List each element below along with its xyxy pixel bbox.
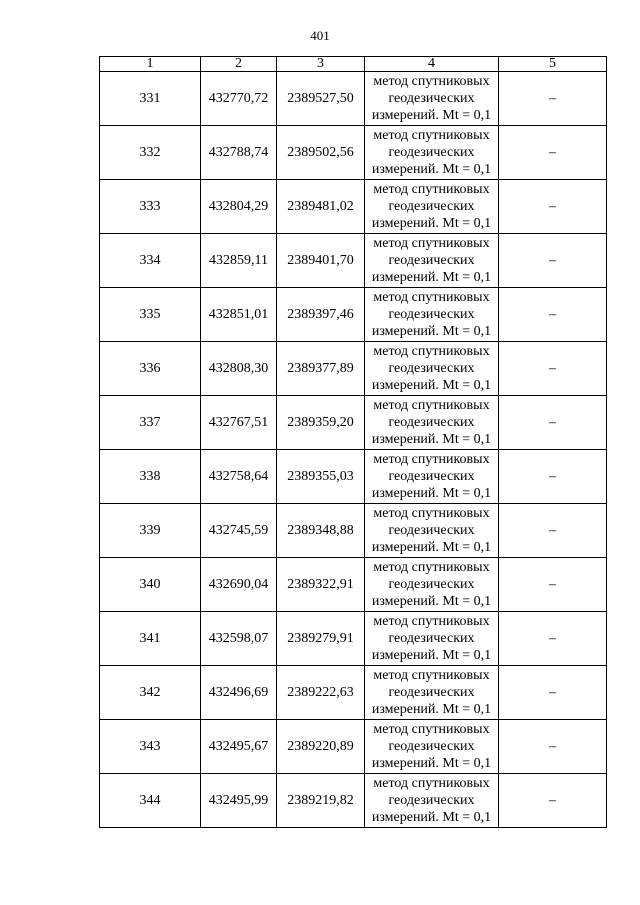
method-text-line: метод спутниковых (373, 452, 490, 467)
point-number-cell: 344 (100, 774, 201, 828)
method-text-line: метод спутниковых (373, 236, 490, 251)
y-coordinate-cell: 2389322,91 (277, 558, 365, 612)
column-header-3: 3 (277, 57, 365, 72)
method-cell (365, 180, 499, 234)
table-header-row (100, 57, 607, 72)
method-text-line: метод спутниковых (373, 344, 490, 359)
page-number: 401 (310, 28, 330, 43)
method-text-line: измерений. Mt = 0,1 (371, 648, 492, 663)
x-coordinate-cell: 432495,67 (201, 720, 277, 774)
table-row (100, 666, 607, 720)
method-text-line: геодезических (388, 685, 475, 700)
table-row (100, 774, 607, 828)
y-coordinate-cell: 2389279,91 (277, 612, 365, 666)
method-text-line: метод спутниковых (373, 668, 490, 683)
table-row (100, 72, 607, 126)
method-text-line: геодезических (388, 469, 475, 484)
point-number-cell: 332 (100, 126, 201, 180)
method-cell (365, 342, 499, 396)
point-number-cell: 334 (100, 234, 201, 288)
y-coordinate-cell: 2389481,02 (277, 180, 365, 234)
table-row (100, 720, 607, 774)
method-cell (365, 666, 499, 720)
method-text-line: метод спутниковых (373, 182, 490, 197)
y-coordinate-cell: 2389222,63 (277, 666, 365, 720)
table-row (100, 126, 607, 180)
point-number-cell: 335 (100, 288, 201, 342)
y-coordinate-cell: 2389355,03 (277, 450, 365, 504)
x-coordinate-cell: 432767,51 (201, 396, 277, 450)
method-cell (365, 774, 499, 828)
table-row (100, 558, 607, 612)
method-text-line: измерений. Mt = 0,1 (371, 756, 492, 771)
point-number-cell: 343 (100, 720, 201, 774)
method-cell (365, 396, 499, 450)
table-row (100, 504, 607, 558)
method-cell (365, 234, 499, 288)
note-cell: – (499, 126, 607, 180)
y-coordinate-cell: 2389397,46 (277, 288, 365, 342)
table-row (100, 288, 607, 342)
point-number-cell: 336 (100, 342, 201, 396)
y-coordinate-cell: 2389348,88 (277, 504, 365, 558)
method-cell (365, 450, 499, 504)
y-coordinate-cell: 2389502,56 (277, 126, 365, 180)
method-text-line: геодезических (388, 145, 475, 160)
note-cell: – (499, 666, 607, 720)
method-text-line: измерений. Mt = 0,1 (371, 486, 492, 501)
note-cell: – (499, 234, 607, 288)
point-number-cell: 340 (100, 558, 201, 612)
method-text-line: геодезических (388, 199, 475, 214)
method-cell (365, 612, 499, 666)
method-text-line: геодезических (388, 307, 475, 322)
note-cell: – (499, 72, 607, 126)
table-body (100, 72, 607, 828)
method-text-line: измерений. Mt = 0,1 (371, 702, 492, 717)
note-cell: – (499, 774, 607, 828)
method-text-line: геодезических (388, 253, 475, 268)
x-coordinate-cell: 432496,69 (201, 666, 277, 720)
point-number-cell: 331 (100, 72, 201, 126)
method-text-line: геодезических (388, 739, 475, 754)
method-text-line: геодезических (388, 415, 475, 430)
point-number-cell: 337 (100, 396, 201, 450)
method-cell (365, 126, 499, 180)
method-text-line: метод спутниковых (373, 128, 490, 143)
y-coordinate-cell: 2389220,89 (277, 720, 365, 774)
x-coordinate-cell: 432770,72 (201, 72, 277, 126)
note-cell: – (499, 504, 607, 558)
y-coordinate-cell: 2389219,82 (277, 774, 365, 828)
x-coordinate-cell: 432598,07 (201, 612, 277, 666)
x-coordinate-cell: 432859,11 (201, 234, 277, 288)
table-row (100, 612, 607, 666)
method-text-line: метод спутниковых (373, 722, 490, 737)
method-text-line: измерений. Mt = 0,1 (371, 540, 492, 555)
note-cell: – (499, 288, 607, 342)
method-text-line: метод спутниковых (373, 560, 490, 575)
column-header-2: 2 (201, 57, 277, 72)
column-header-1: 1 (100, 57, 201, 72)
method-text-line: метод спутниковых (373, 776, 490, 791)
table-row (100, 342, 607, 396)
method-text-line: метод спутниковых (373, 506, 490, 521)
method-text-line: геодезических (388, 577, 475, 592)
table-row (100, 450, 607, 504)
x-coordinate-cell: 432851,01 (201, 288, 277, 342)
method-text-line: измерений. Mt = 0,1 (371, 108, 492, 123)
method-text-line: геодезических (388, 361, 475, 376)
method-text-line: измерений. Mt = 0,1 (371, 216, 492, 231)
x-coordinate-cell: 432745,59 (201, 504, 277, 558)
method-text-line: измерений. Mt = 0,1 (371, 378, 492, 393)
method-text-line: измерений. Mt = 0,1 (371, 432, 492, 447)
method-text-line: геодезических (388, 523, 475, 538)
note-cell: – (499, 342, 607, 396)
x-coordinate-cell: 432690,04 (201, 558, 277, 612)
table-row (100, 234, 607, 288)
point-number-cell: 342 (100, 666, 201, 720)
y-coordinate-cell: 2389527,50 (277, 72, 365, 126)
method-text-line: метод спутниковых (373, 74, 490, 89)
note-cell: – (499, 612, 607, 666)
note-cell: – (499, 558, 607, 612)
method-text-line: измерений. Mt = 0,1 (371, 810, 492, 825)
method-text-line: метод спутниковых (373, 614, 490, 629)
x-coordinate-cell: 432788,74 (201, 126, 277, 180)
table-row (100, 396, 607, 450)
method-text-line: измерений. Mt = 0,1 (371, 594, 492, 609)
x-coordinate-cell: 432758,64 (201, 450, 277, 504)
method-text-line: метод спутниковых (373, 290, 490, 305)
point-number-cell: 338 (100, 450, 201, 504)
y-coordinate-cell: 2389377,89 (277, 342, 365, 396)
table-row (100, 180, 607, 234)
method-cell (365, 558, 499, 612)
method-text-line: измерений. Mt = 0,1 (371, 324, 492, 339)
method-text-line: измерений. Mt = 0,1 (371, 162, 492, 177)
method-text-line: геодезических (388, 91, 475, 106)
column-header-4: 4 (365, 57, 499, 72)
method-cell (365, 720, 499, 774)
x-coordinate-cell: 432808,30 (201, 342, 277, 396)
note-cell: – (499, 720, 607, 774)
method-text-line: геодезических (388, 631, 475, 646)
x-coordinate-cell: 432495,99 (201, 774, 277, 828)
x-coordinate-cell: 432804,29 (201, 180, 277, 234)
point-number-cell: 333 (100, 180, 201, 234)
method-text-line: измерений. Mt = 0,1 (371, 270, 492, 285)
y-coordinate-cell: 2389359,20 (277, 396, 365, 450)
note-cell: – (499, 450, 607, 504)
note-cell: – (499, 180, 607, 234)
method-cell (365, 288, 499, 342)
coordinates-table (99, 56, 607, 828)
point-number-cell: 339 (100, 504, 201, 558)
column-header-5: 5 (499, 57, 607, 72)
note-cell: – (499, 396, 607, 450)
point-number-cell: 341 (100, 612, 201, 666)
y-coordinate-cell: 2389401,70 (277, 234, 365, 288)
method-text-line: геодезических (388, 793, 475, 808)
method-cell (365, 504, 499, 558)
method-cell (365, 72, 499, 126)
method-text-line: метод спутниковых (373, 398, 490, 413)
